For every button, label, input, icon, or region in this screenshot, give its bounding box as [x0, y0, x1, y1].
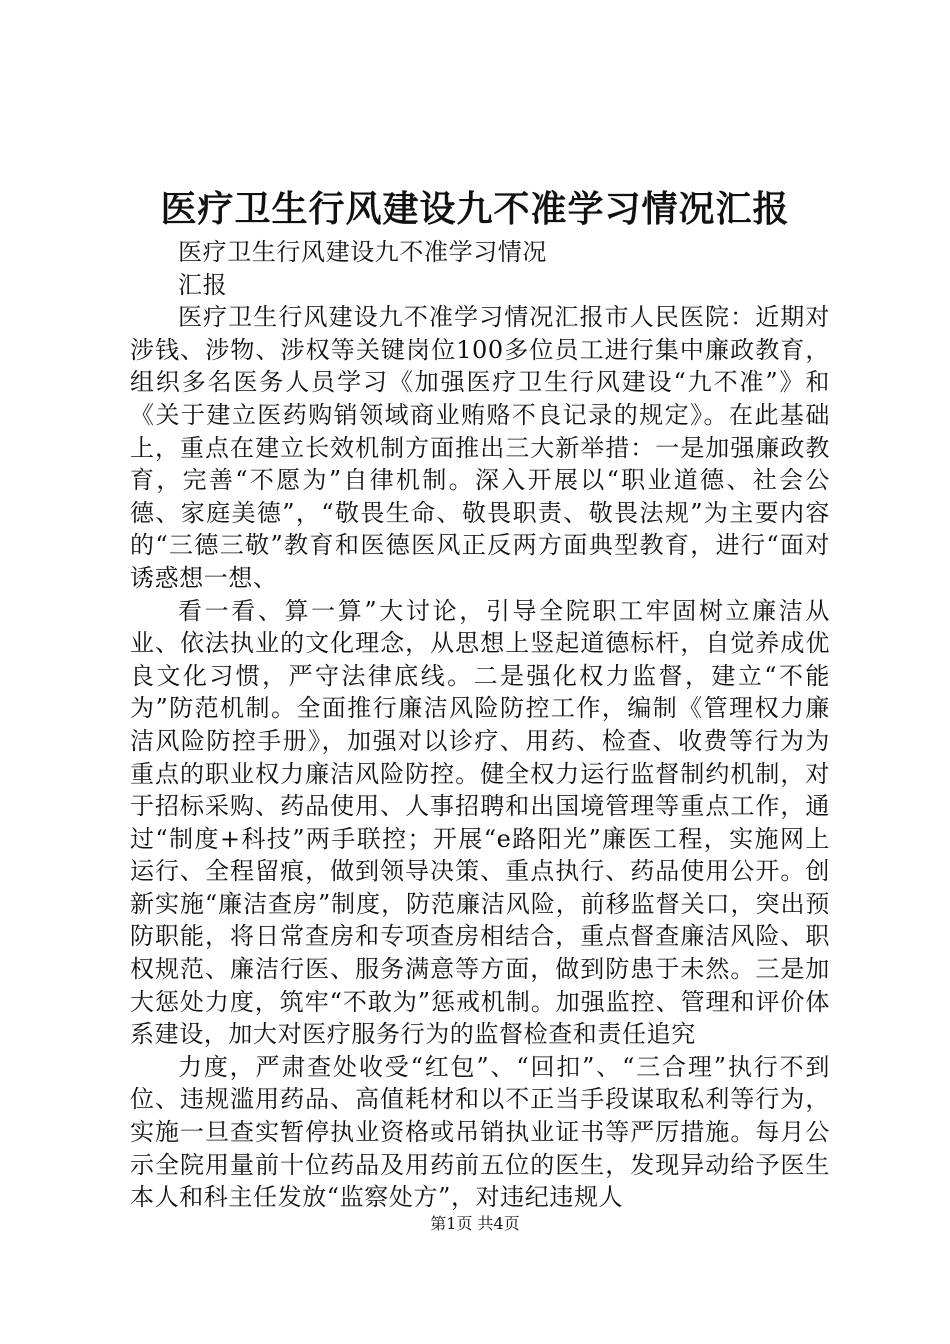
paragraph-measures: 看一看、算一算”大讨论，引导全院职工牢固树立廉洁从业、依法执业的文化理念，从思想上竖起道德标杆，自觉养成优良文化习惯，严守法律底线。二是强化权力监督，建立“不能为”防范机制。全面推行廉洁风险防控工作，编制《管理权力廉洁风险防控手册》，加强对以诊疗、用药、检查、收费等行为为重点的职业权力廉洁风险防控。健全权力运行监督制约机制，对于招标采购、药品使用、人事招聘和出国境管理等重点工作，通过“制度+科技”两手联控；开展“e路阳光”廉医工程，实施网上运行、全程留痕，做到领导决策、重点执行、药品使用公开。创新实施“廉洁查房”制度，防范廉洁风险，前移监督关口，突出预防职能，将日常查房和专项查房相结合，重点督查廉洁风险、职权规范、廉洁行医、服务满意等方面，做到防患于未然。三是加大惩处力度，筑牢“不敢为”惩戒机制。加强监控、管理和评价体系建设，加大对医疗服务行为的监督检查和责任追究	[130, 596, 830, 1049]
page-footer	[0, 1214, 950, 1234]
paragraph-subtitle-line1: 医疗卫生行风建设九不准学习情况	[178, 238, 547, 266]
paragraph-subtitle-line2: 汇报	[178, 270, 228, 299]
document-body	[130, 236, 830, 1214]
document-title: 医疗卫生行风建设九不准学习情况汇报	[160, 188, 790, 230]
paragraph-intro: 医疗卫生行风建设九不准学习情况汇报市人民医院：近期对涉钱、涉物、涉权等关键岗位100多位员工进行集中廉政教育，组织多名医务人员学习《加强医疗卫生行风建设“九不准”》和《关于建立医药购销领域商业贿赂不良记录的规定》。在此基础上，重点在建立长效机制方面推出三大新举措：一是加强廉政教育，完善“不愿为”自律机制。深入开展以“职业道德、社会公德、家庭美德”，“敬畏生命、敬畏职责、敬畏法规”为主要内容的“三德三敬”教育和医德医风正反两方面典型教育，进行“面对诱惑想一想、	[130, 303, 830, 592]
page-number-label: 第1页 共4页	[430, 1214, 520, 1233]
paragraph-punishment: 力度，严肃查处收受“红包”、“回扣”、“三合理”执行不到位、违规滥用药品、高值耗材和以不正当手段谋取私利等行为，实施一旦查实暂停执业资格或吊销执业证书等严厉措施。每月公示全院用量前十位药品及用药前五位的医生，发现异动给予医生本人和科主任发放“监察处方”，对违纪违规人	[130, 1052, 830, 1212]
